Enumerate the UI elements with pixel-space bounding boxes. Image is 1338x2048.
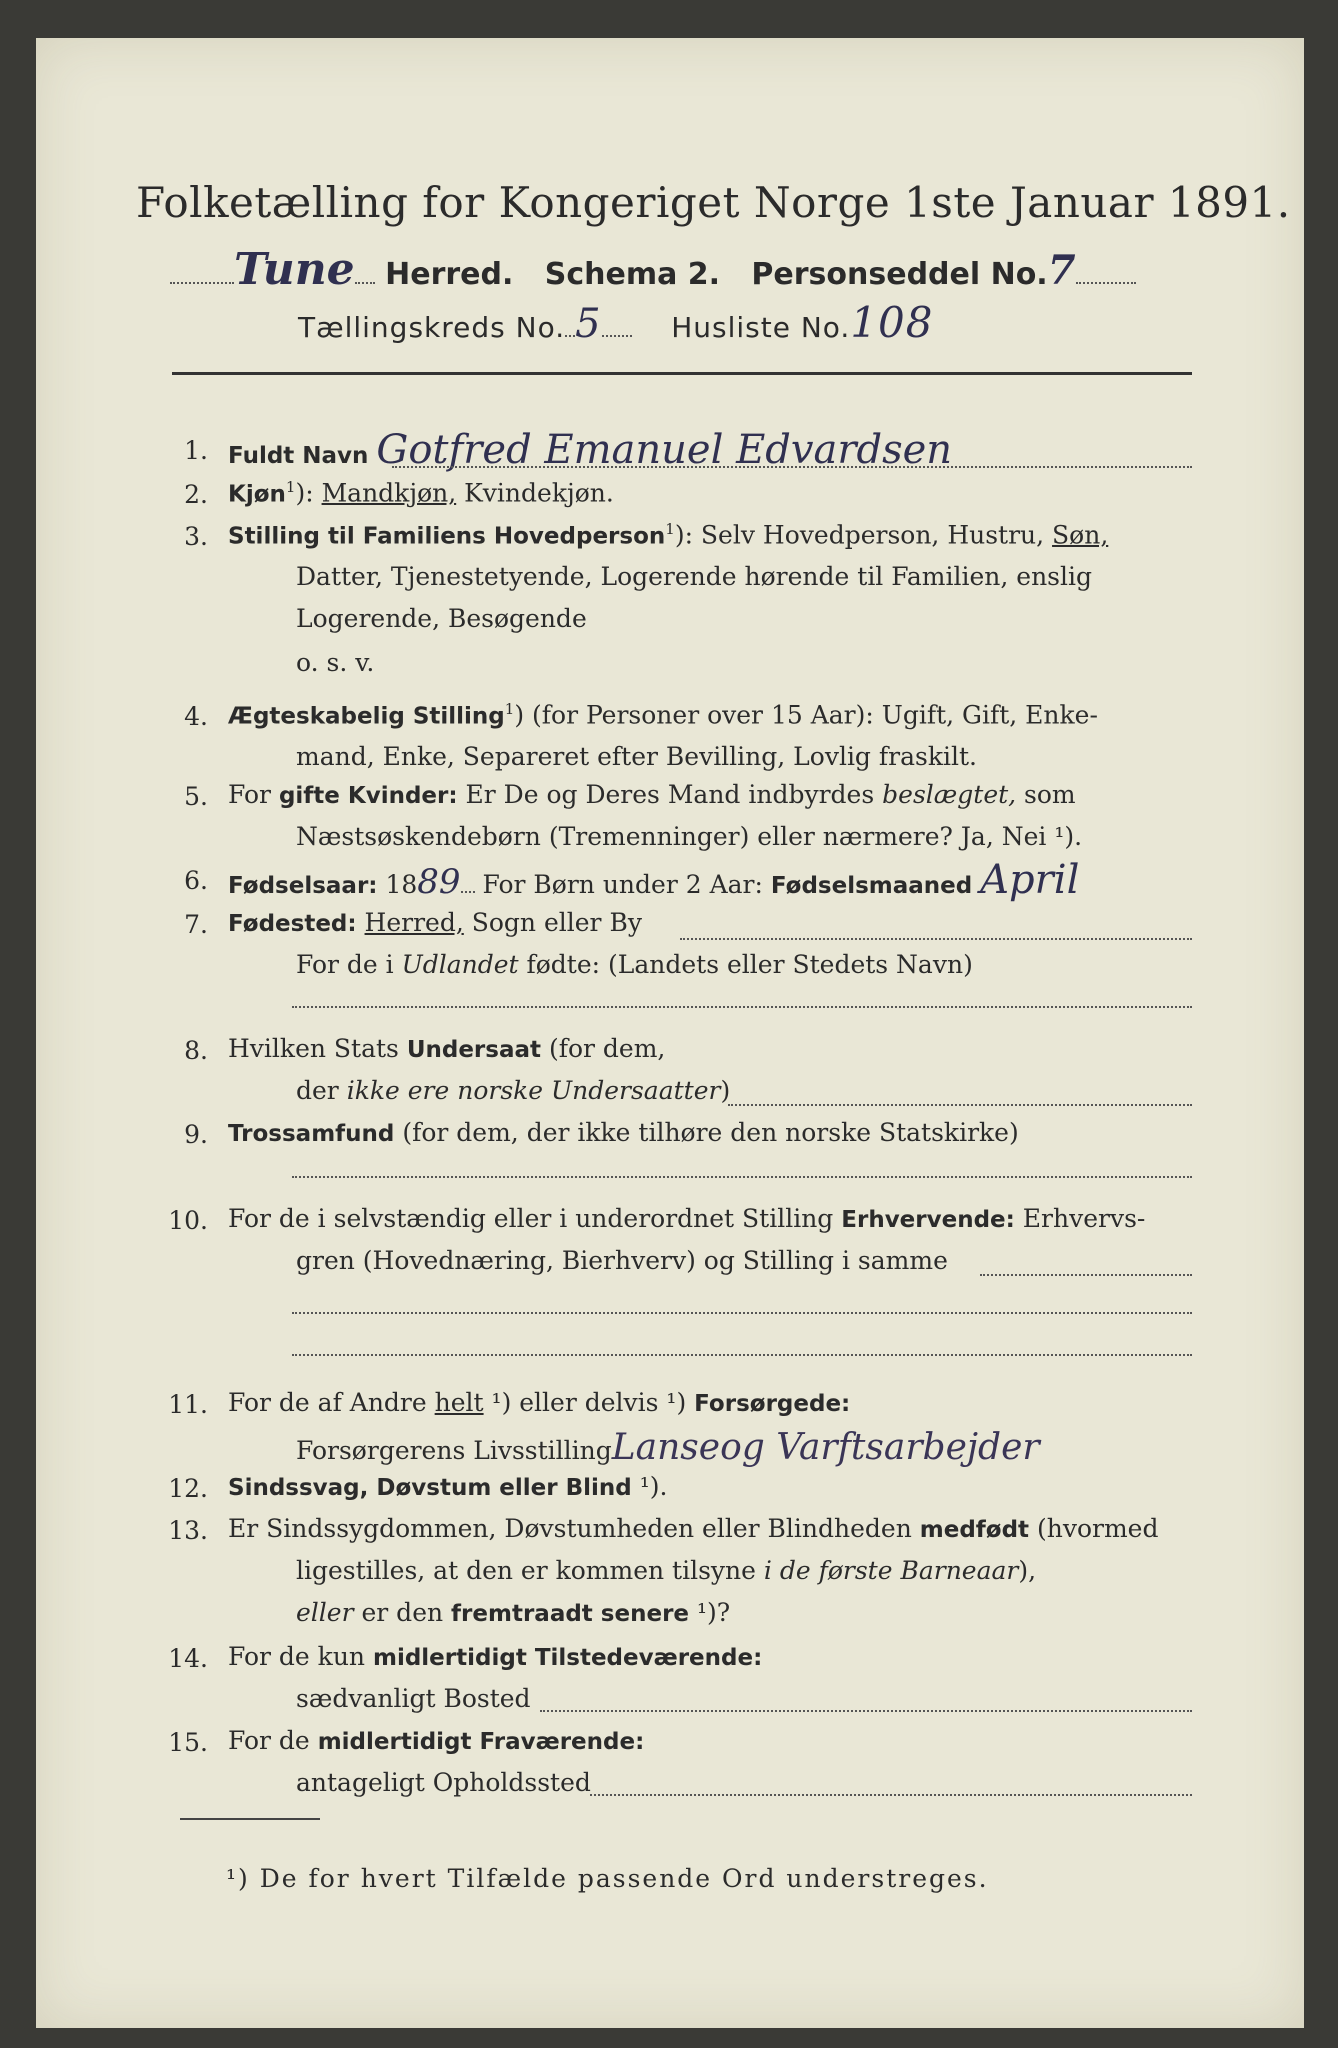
q14-line2: sædvanligt Bosted (296, 1684, 531, 1713)
q8-text: (for dem, (541, 1034, 666, 1063)
q7-line2-post: fødte: (Landets eller Stedets Navn) (518, 950, 973, 979)
q7-line2 (296, 950, 973, 979)
schema-label: Schema 2. (544, 257, 721, 292)
q6-text: For Børn under 2 Aar: (474, 870, 771, 899)
q10-line1 (228, 1204, 1145, 1233)
form-title: Folketælling for Kongeriget Norge 1ste Januar 1891. (136, 178, 1291, 227)
q4-label: Ægteskabelig Stilling (228, 703, 505, 730)
herred-line (170, 244, 1136, 295)
q1-label: Fuldt Navn (228, 443, 369, 469)
q10-label: Erhvervende: (841, 1207, 1015, 1233)
q7-fill-line2 (292, 1006, 1192, 1008)
q4-line1: Ægteskabelig Stilling$^1$) (for Personer over 15 Aar): Ugift, Gift, Enke- (228, 700, 1098, 730)
q2-male-option: Mandkjøn, (321, 478, 457, 508)
q15-line1 (228, 1726, 644, 1755)
q13-line3 (296, 1598, 730, 1627)
q8-fill-line (728, 1104, 1192, 1106)
q6-label: Fødselsaar: (228, 873, 378, 899)
q13-line3-post: ¹)? (689, 1598, 731, 1627)
q7-number: 7. (184, 910, 208, 939)
q7-line1 (228, 908, 642, 937)
q3-line3: Logerende, Besøgende (296, 604, 587, 633)
q11-helt-option: helt (434, 1388, 484, 1417)
q8-pre: Hvilken Stats (228, 1034, 407, 1063)
q10-fill-line2 (292, 1312, 1192, 1314)
q15-number: 15. (168, 1728, 208, 1757)
herred-label: Herred. (385, 257, 514, 292)
q1-number: 1. (184, 436, 208, 465)
q6-month-label: Fødselsmaaned (770, 873, 973, 899)
q13-line2-post: ), (1018, 1556, 1037, 1585)
q4-text: ) (for Personer over 15 Aar): Ugift, Gift, Enke- (514, 700, 1098, 730)
q12-label: Sindssvag, Døvstum eller Blind (228, 1475, 632, 1501)
kreds-value: 5 (575, 301, 602, 347)
q10-line2: gren (Hovednæring, Bierhverv) og Stilling i samme (296, 1246, 948, 1275)
q6-line (228, 857, 1080, 903)
q8-line2-italic: ikke ere norske Undersaatter (346, 1076, 721, 1105)
q3-line1: Stilling til Familiens Hovedperson$^1$): Selv Hovedperson, Hustru, Søn, (228, 520, 1109, 550)
q3-text: ): Selv Hovedperson, Hustru, (674, 520, 1053, 550)
q5-label: gifte Kvinder: (278, 783, 458, 809)
q8-label: Undersaat (406, 1037, 541, 1063)
q5-line2: Næstsøskendebørn (Tremenninger) eller nærmere? Ja, Nei ¹). (296, 822, 1083, 851)
q11-value: Lanseog Varftsarbejder (611, 1427, 1040, 1468)
q2-number: 2. (184, 480, 208, 509)
q8-line2-pre: der (296, 1076, 347, 1105)
q3-son-option: Søn, (1052, 520, 1109, 550)
q9-text: (for dem, der ikke tilhøre den norske Statskirke) (394, 1118, 1019, 1147)
q3-line2: Datter, Tjenestetyende, Logerende hørende til Familien, enslig (296, 562, 1093, 591)
herred-value: Tune (234, 244, 355, 295)
q11-line1 (228, 1388, 850, 1417)
q11-line2-label: Forsørgerens Livsstilling (296, 1436, 612, 1465)
q2-line: Kjøn$^1$): Mandkjøn, Kvindekjøn. (228, 478, 614, 508)
q13-line1 (228, 1514, 1158, 1543)
q8-line1 (228, 1034, 665, 1063)
q9-label: Trossamfund (228, 1121, 395, 1147)
q14-label: midlertidigt Tilstedeværende: (372, 1645, 763, 1671)
q1-name-value: Gotfred Emanuel Edvardsen (376, 427, 953, 473)
q6-year-value: 89 (417, 862, 461, 902)
q15-line2: antageligt Opholdssted (296, 1768, 591, 1797)
footnote-rule (180, 1818, 320, 1820)
q2-label: Kjøn (228, 481, 286, 508)
q5-number: 5. (184, 782, 208, 811)
kreds-label: Tællingskreds No. (298, 311, 566, 344)
q10-fill-line3 (292, 1354, 1192, 1356)
q3-line4: o. s. v. (296, 648, 375, 677)
q8-line2 (296, 1076, 730, 1105)
q5-text-end: som (1016, 780, 1076, 809)
q14-fill-line (540, 1710, 1192, 1712)
q13-pre: Er Sindssygdommen, Døvstumheden eller Blindheden (228, 1514, 920, 1543)
q11-pre: For de af Andre (228, 1388, 435, 1417)
q5-text: Er De og Deres Mand indbyrdes (457, 780, 883, 809)
q11-number: 11. (168, 1390, 208, 1419)
q7-line2-pre: For de i (296, 950, 402, 979)
q13-label: medfødt (919, 1517, 1030, 1543)
husliste-label: Husliste No. (671, 311, 851, 344)
q13-line3-pre: er den (353, 1598, 452, 1627)
q1-line (228, 427, 953, 473)
q9-fill-line (292, 1176, 1192, 1178)
q6-month-value: April (980, 857, 1080, 903)
q14-pre: For de kun (228, 1642, 373, 1671)
q11-label: Forsørgede: (694, 1391, 851, 1417)
q7-line2-italic: Udlandet (401, 950, 519, 979)
q8-number: 8. (184, 1036, 208, 1065)
q7-fill-line1 (680, 938, 1192, 940)
q12-text: ¹). (631, 1472, 668, 1501)
q13-number: 13. (168, 1516, 208, 1545)
q5-pre: For (228, 780, 279, 809)
q10-fill-line1 (980, 1274, 1192, 1276)
q4-line2: mand, Enke, Separeret efter Bevilling, Lovlig fraskilt. (296, 742, 977, 771)
q5-line1 (228, 780, 1076, 809)
q12-number: 12. (168, 1474, 208, 1503)
q13-text: (hvormed (1029, 1514, 1159, 1543)
q10-number: 10. (168, 1206, 208, 1235)
q10-text: Erhvervs- (1014, 1204, 1146, 1233)
q14-number: 14. (168, 1644, 208, 1673)
q10-pre: For de i selvstændig eller i underordnet Stilling (228, 1204, 842, 1233)
personseddel-value: 7 (1047, 247, 1076, 294)
q9-line (228, 1118, 1019, 1147)
q15-fill-line (590, 1794, 1192, 1796)
q14-line1 (228, 1642, 762, 1671)
q15-label: midlertidigt Fraværende: (317, 1729, 645, 1755)
q8-line2-post: ) (720, 1076, 731, 1105)
q13-line3-italic: eller (296, 1598, 354, 1627)
q7-herred-option: Herred, (364, 908, 464, 937)
q13-line2 (296, 1556, 1036, 1585)
q3-label: Stilling til Familiens Hovedperson (228, 523, 666, 550)
q2-text: ): (295, 478, 322, 508)
q13-line2-italic: i de første Barneaar (763, 1556, 1019, 1585)
q7-text: Sogn eller By (463, 908, 642, 937)
q3-number: 3. (184, 522, 208, 551)
header-rule (172, 372, 1192, 375)
footnote: ¹) De for hvert Tilfælde passende Ord understreges. (226, 1864, 989, 1893)
q6-year-prefix: 18 (377, 870, 418, 899)
q12-line (228, 1472, 667, 1501)
q13-line2-pre: ligestilles, at den er kommen tilsyne (296, 1556, 764, 1585)
q11-line2 (296, 1427, 1040, 1468)
q6-number: 6. (184, 866, 208, 895)
q13-line3-bold: fremtraadt senere (451, 1601, 690, 1627)
q7-label: Fødested: (228, 911, 357, 937)
q1-fill-line (392, 466, 1192, 468)
kreds-line (298, 298, 934, 347)
q5-text-italic: beslægtet, (882, 780, 1017, 809)
q15-pre: For de (228, 1726, 318, 1755)
q2-female-option: Kvindekjøn. (456, 478, 614, 508)
q4-number: 4. (184, 702, 208, 731)
q9-number: 9. (184, 1120, 208, 1149)
q11-text: ¹) eller delvis ¹) (483, 1388, 695, 1417)
personseddel-label: Personseddel No. (751, 257, 1048, 292)
husliste-value: 108 (850, 298, 934, 347)
